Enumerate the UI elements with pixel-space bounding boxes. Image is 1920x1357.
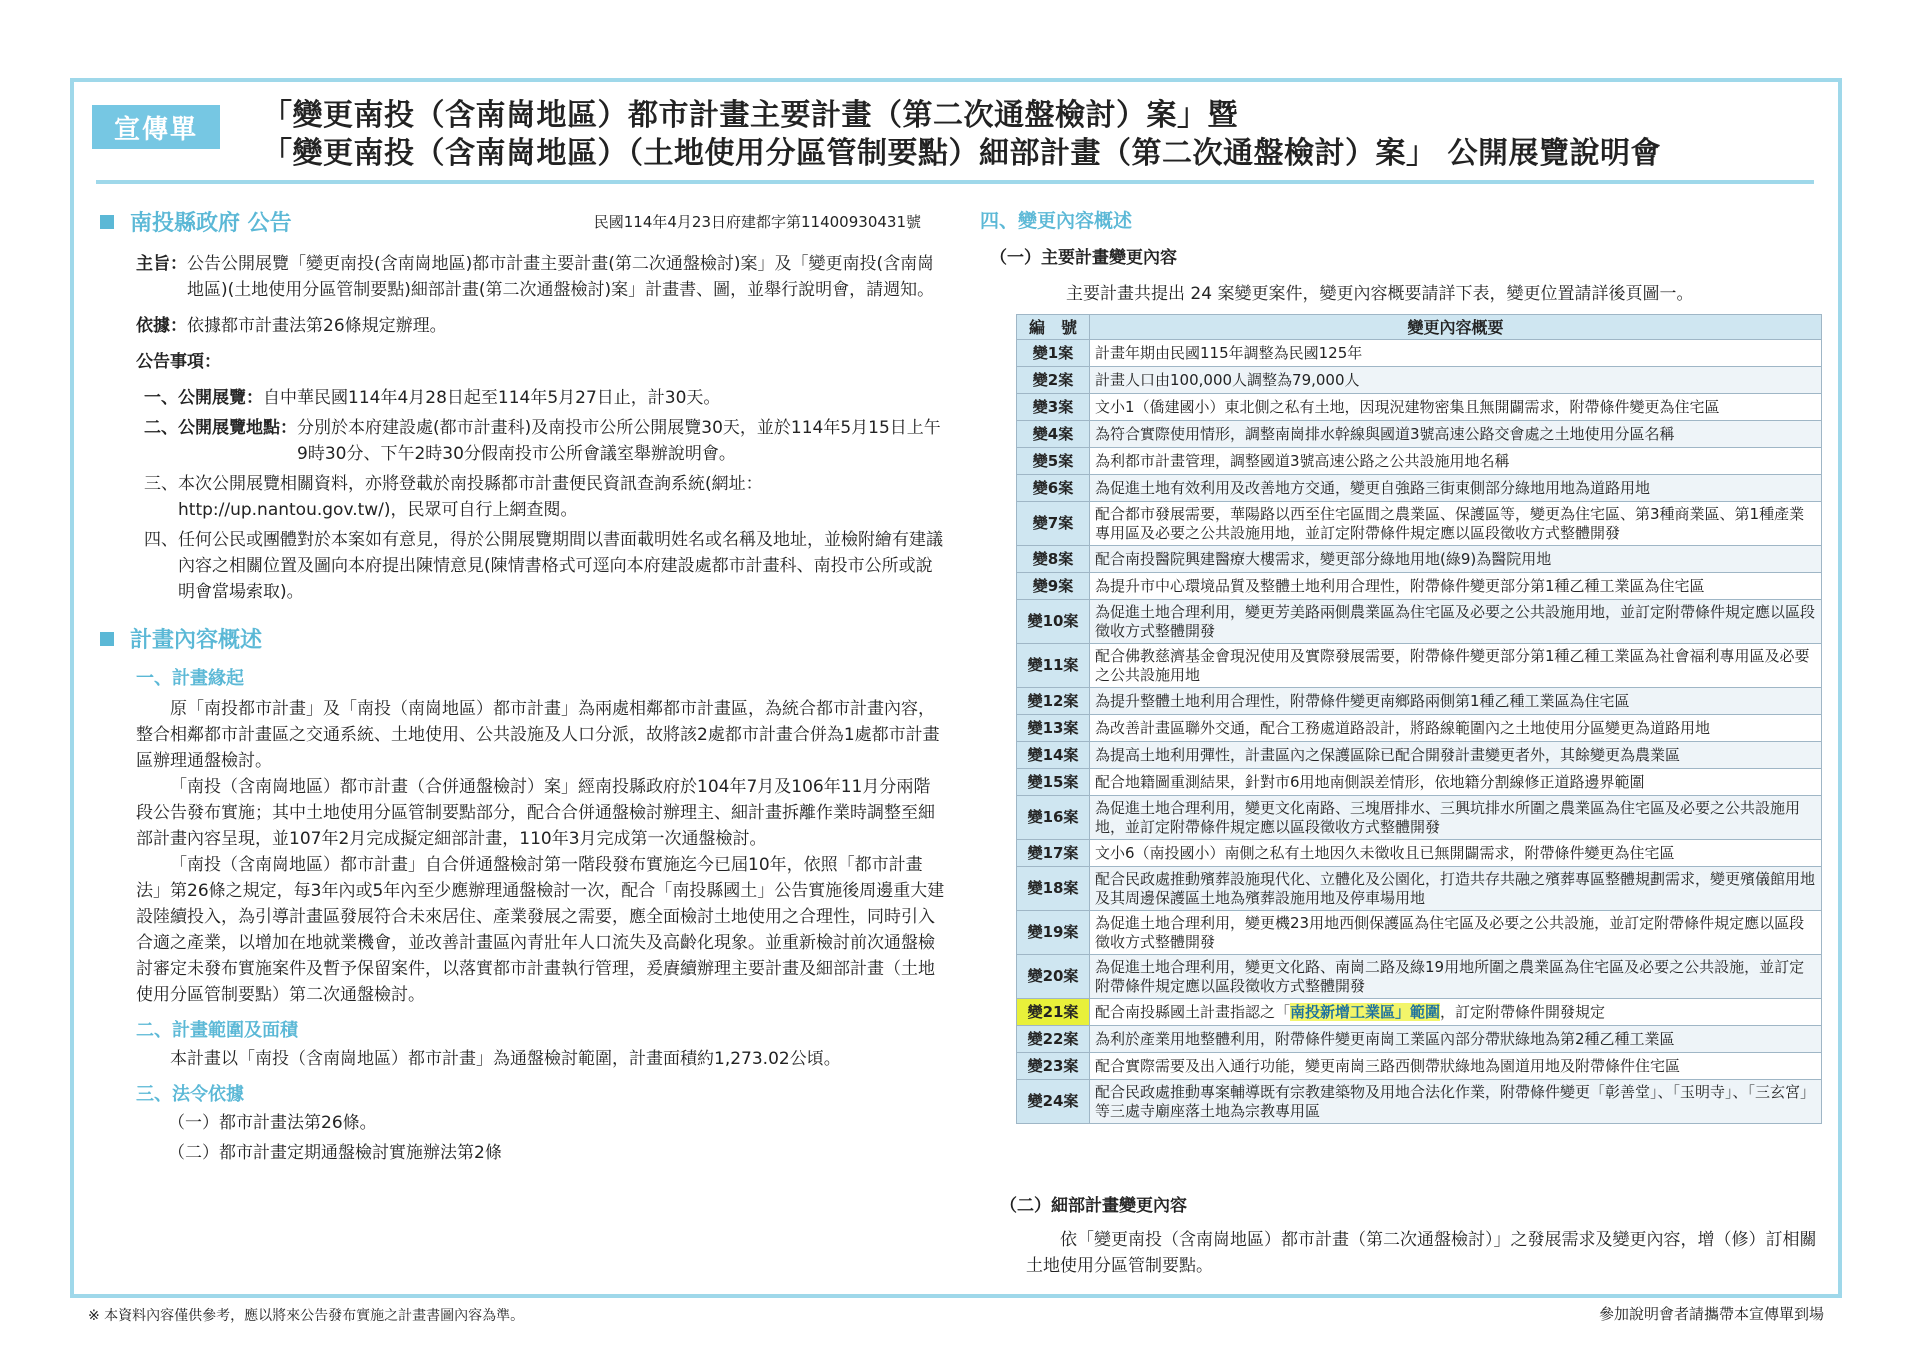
table-row	[1017, 573, 1822, 600]
table-row	[1017, 644, 1822, 688]
highlighted-phrase: 南投新增工業區」範圍	[1290, 1002, 1441, 1021]
flyer-tag: 宣傳單	[92, 105, 220, 149]
detail-plan-subheading: （二）細部計畫變更內容	[1000, 1196, 1187, 1216]
square-bullet-icon	[100, 632, 114, 646]
detail-plan-block	[1000, 1193, 1820, 1279]
table-row	[1017, 600, 1822, 644]
left-column	[100, 196, 945, 1166]
case-id: 變10案	[1017, 600, 1090, 644]
footer-disclaimer: ※ 本資料內容僅供參考，應以將來公告發布實施之計畫書圖內容為準。	[88, 1308, 525, 1324]
notice-heading-text: 南投縣政府 公告	[130, 211, 292, 236]
case-desc: 為提升整體土地利用合理性，附帶條件變更南鄉路兩側第1種乙種工業區為住宅區	[1090, 688, 1822, 715]
case-desc: 計畫人口由100,000人調整為79,000人	[1090, 367, 1822, 394]
section-scope-title: 二、計畫範圍及面積	[136, 1020, 298, 1041]
case-id: 變13案	[1017, 715, 1090, 742]
notice-item	[144, 527, 945, 605]
footer-note: 參加說明會者請攜帶本宣傳單到場	[1598, 1305, 1824, 1323]
case-id: 變22案	[1017, 1026, 1090, 1053]
case-id: 變15案	[1017, 769, 1090, 796]
table-row	[1017, 1080, 1822, 1124]
changes-heading: 四、變更內容概述	[980, 210, 1133, 232]
case-desc: 配合南投醫院興建醫療大樓需求，變更部分綠地用地(綠9)為醫院用地	[1090, 546, 1822, 573]
notice-item-label: 二、公開展覽地點：	[144, 418, 297, 438]
case-id: 變24案	[1017, 1080, 1090, 1124]
right-column	[980, 196, 1820, 307]
case-id: 變14案	[1017, 742, 1090, 769]
scope-paragraph: 本計畫以「南投（含南崗地區）都市計畫」為通盤檢討範圍，計畫面積約1,273.02公頃。	[170, 1049, 841, 1069]
subject-label: 主旨：	[136, 254, 187, 274]
section-origin-title: 一、計畫緣起	[136, 668, 244, 689]
table-row	[1017, 475, 1822, 502]
table-row	[1017, 394, 1822, 421]
table-row	[1017, 769, 1822, 796]
case-desc: 為促進土地合理利用，變更文化路、南崗二路及綠19用地所圍之農業區為住宅區及必要之公共設施，並訂定附帶條件規定應以區段徵收方式整體開發	[1090, 955, 1822, 999]
case-id: 變2案	[1017, 367, 1090, 394]
case-desc: 配合民政處推動專案輔導既有宗教建築物及用地合法化作業，附帶條件變更「彰善堂」、「玉明寺」、「三玄宮」等三處寺廟座落土地為宗教專用區	[1090, 1080, 1822, 1124]
table-header-row	[1017, 315, 1822, 340]
case-desc: 為改善計畫區聯外交通，配合工務處道路設計，將路線範圍內之土地使用分區變更為道路用地	[1090, 715, 1822, 742]
origin-paragraph-2: 「南投（含南崗地區）都市計畫（合併通盤檢討）案」經南投縣政府於104年7月及106年11月分兩階段公告發布實施；其中土地使用分區管制要點部分，配合合併通盤檢討辦理主、細計畫拆離作業時調整至細部計畫內容呈現，並107年2月完成擬定細部計畫，110年3月完成第一次通盤檢討。	[136, 777, 935, 849]
case-id: 變8案	[1017, 546, 1090, 573]
case-id: 變21案	[1017, 999, 1090, 1026]
case-id: 變18案	[1017, 867, 1090, 911]
case-id: 變7案	[1017, 502, 1090, 546]
changes-table	[1016, 314, 1822, 1124]
notice-item-label: 四、	[144, 530, 178, 550]
law-item: （二）都市計畫定期通盤檢討實施辦法第2條	[168, 1143, 502, 1163]
plan-heading-text: 計畫內容概述	[130, 628, 263, 653]
case-desc-pre: 配合南投縣國土計畫指認之「	[1095, 1002, 1291, 1021]
notice-item	[144, 415, 945, 467]
notice-item-text: 本次公開展覽相關資料，亦將登載於南投縣都市計畫便民資訊查詢系統(網址：http://up.nantou.gov.tw/)，民眾可自行上網查閱。	[178, 474, 763, 520]
table-row	[1017, 340, 1822, 367]
case-desc: 文小6（南投國小）南側之私有土地因久未徵收且已無開闢需求，附帶條件變更為住宅區	[1090, 840, 1822, 867]
case-desc: 配合民政處推動殯葬設施現代化、立體化及公園化，打造共存共融之殯葬專區整體規劃需求，變更殯儀館用地及其周邊保護區土地為殯葬設施用地及停車場用地	[1090, 867, 1822, 911]
square-bullet-icon	[100, 215, 114, 229]
column-header-desc: 變更內容概要	[1090, 315, 1822, 340]
case-id: 變5案	[1017, 448, 1090, 475]
table-row	[1017, 715, 1822, 742]
case-desc	[1090, 999, 1822, 1026]
title-line-1: 「變更南投（含南崗地區）都市計畫主要計畫（第二次通盤檢討）案」暨	[262, 98, 1238, 133]
notice-item-text: 任何公民或團體對於本案如有意見，得於公開展覽期間以書面載明姓名或名稱及地址，並檢附繪有建議內容之相關位置及圖向本府提出陳情意見(陳情書格式可逕向本府建設處都市計畫科、南投市公所或說明會當場索取)。	[178, 530, 943, 602]
case-desc: 配合佛教慈濟基金會現況使用及實際發展需要，附帶條件變更部分第1種乙種工業區為社會福利專用區及必要之公共設施用地	[1090, 644, 1822, 688]
case-id: 變12案	[1017, 688, 1090, 715]
case-desc: 為促進土地合理利用，變更機23用地西側保護區為住宅區及必要之公共設施，並訂定附帶條件規定應以區段徵收方式整體開發	[1090, 911, 1822, 955]
header-divider	[96, 180, 1814, 184]
case-desc: 為促進土地合理利用，變更文化南路、三塊厝排水、三興坑排水所圍之農業區為住宅區及必要之公共設施用地，並訂定附帶條件規定應以區段徵收方式整體開發	[1090, 796, 1822, 840]
table-row	[1017, 367, 1822, 394]
items-title: 公告事項：	[136, 352, 221, 372]
notice-item-label: 一、公開展覽：	[144, 388, 263, 408]
table-row	[1017, 502, 1822, 546]
table-row	[1017, 421, 1822, 448]
case-desc: 為符合實際使用情形，調整南崗排水幹線與國道3號高速公路交會處之土地使用分區名稱	[1090, 421, 1822, 448]
case-desc: 為利都市計畫管理，調整國道3號高速公路之公共設施用地名稱	[1090, 448, 1822, 475]
notice-reference: 民國114年4月23日府建都字第11400930431號	[593, 213, 921, 231]
table-row	[1017, 742, 1822, 769]
origin-paragraph-3: 「南投（含南崗地區）都市計畫」自合併通盤檢討第一階段發布實施迄今已屆10年，依照「都市計畫法」第26條之規定，每3年內或5年內至少應辦理通盤檢討一次，配合「南投縣國土」公告實施後周邊重大建設陸續投入，為引導計畫區發展符合未來居住、產業發展之需要，應全面檢討土地使用之合理性，同時引入合適之產業，以增加在地就業機會，並改善計畫區內青壯年人口流失及高齡化現象。並重新檢討前次通盤檢討審定未發布實施案件及暫予保留案件，以落實都市計畫執行管理，爰賡續辦理主要計畫及細部計畫（土地使用分區管制要點）第二次通盤檢討。	[136, 855, 945, 1005]
notice-item	[144, 385, 945, 411]
origin-paragraph-1: 原「南投都市計畫」及「南投（南崗地區）都市計畫」為兩處相鄰都市計畫區，為統合都市計畫內容，整合相鄰都市計畫區之交通系統、土地使用、公共設施及人口分派，故將該2處都市計畫合併為1處都市計畫區辦理通盤檢討。	[136, 699, 940, 771]
notice-item-text: 自中華民國114年4月28日起至114年5月27日止，計30天。	[263, 388, 721, 408]
case-desc: 為促進土地有效利用及改善地方交通，變更自強路三街東側部分綠地用地為道路用地	[1090, 475, 1822, 502]
table-row	[1017, 840, 1822, 867]
case-id: 變11案	[1017, 644, 1090, 688]
table-row	[1017, 796, 1822, 840]
table-row	[1017, 546, 1822, 573]
case-id: 變6案	[1017, 475, 1090, 502]
subject-text: 公告公開展覽「變更南投(含南崗地區)都市計畫主要計畫(第二次通盤檢討)案」及「變更南投(含南崗地區)(土地使用分區管制要點)細部計畫(第二次通盤檢討)案」計畫書、圖，並舉行說明會，請週知。	[187, 254, 935, 300]
notice-item	[144, 471, 945, 523]
case-id: 變3案	[1017, 394, 1090, 421]
table-row	[1017, 448, 1822, 475]
notice-header	[100, 206, 945, 237]
basis-label: 依據：	[136, 316, 187, 336]
table-row-highlighted	[1017, 999, 1822, 1026]
case-desc: 配合實際需要及出入通行功能，變更南崗三路西側帶狀綠地為園道用地及附帶條件住宅區	[1090, 1053, 1822, 1080]
case-id: 變20案	[1017, 955, 1090, 999]
case-desc: 配合都市發展需要，華陽路以西至住宅區間之農業區、保護區等，變更為住宅區、第3種商業區、第1種產業專用區及必要之公共設施用地，並訂定附帶條件規定應以區段徵收方式整體開發	[1090, 502, 1822, 546]
case-desc: 配合地籍圖重測結果，針對市6用地南側誤差情形，依地籍分割線修正道路邊界範圍	[1090, 769, 1822, 796]
plan-heading	[100, 623, 945, 654]
subject-row	[136, 251, 945, 303]
section-law-title: 三、法令依據	[136, 1084, 244, 1105]
main-plan-intro: 主要計畫共提出 24 案變更案件，變更內容概要請詳下表，變更位置請詳後頁圖一。	[1066, 284, 1694, 304]
table-row	[1017, 911, 1822, 955]
main-plan-subheading: （一）主要計畫變更內容	[990, 248, 1177, 268]
case-id: 變1案	[1017, 340, 1090, 367]
table-row	[1017, 867, 1822, 911]
table-row	[1017, 955, 1822, 999]
case-desc: 文小1（僑建國小）東北側之私有土地，因現況建物密集且無開闢需求，附帶條件變更為住宅區	[1090, 394, 1822, 421]
basis-row	[136, 313, 945, 339]
notice-body	[100, 251, 945, 605]
table-row	[1017, 688, 1822, 715]
notice-item-text: 分別於本府建設處(都市計畫科)及南投市公所公開展覽30天，並於114年5月15日上午9時30分、下午2時30分假南投市公所會議室舉辦說明會。	[297, 418, 941, 464]
case-id: 變16案	[1017, 796, 1090, 840]
plan-body	[100, 664, 945, 1166]
case-desc: 為提高土地利用彈性，計畫區內之保護區除已配合開發計畫變更者外，其餘變更為農業區	[1090, 742, 1822, 769]
table-row	[1017, 1026, 1822, 1053]
notice-item-label: 三、	[144, 474, 178, 494]
title-line-2: 「變更南投（含南崗地區）（土地使用分區管制要點）細部計畫（第二次通盤檢討）案」 公開展覽說明會	[262, 136, 1661, 171]
law-item: （一）都市計畫法第26條。	[168, 1113, 377, 1133]
case-desc: 為提升市中心環境品質及整體土地利用合理性，附帶條件變更部分第1種乙種工業區為住宅區	[1090, 573, 1822, 600]
notice-heading	[100, 206, 292, 237]
case-desc: 為利於產業用地整體利用，附帶條件變更南崗工業區內部分帶狀綠地為第2種乙種工業區	[1090, 1026, 1822, 1053]
notice-items	[136, 385, 945, 605]
case-id: 變19案	[1017, 911, 1090, 955]
detail-plan-paragraph: 依「變更南投（含南崗地區）都市計畫（第二次通盤檢討）」之發展需求及變更內容，增（修）訂相關土地使用分區管制要點。	[1026, 1230, 1817, 1276]
case-desc: 計畫年期由民國115年調整為民國125年	[1090, 340, 1822, 367]
table-row	[1017, 1053, 1822, 1080]
case-id: 變23案	[1017, 1053, 1090, 1080]
case-desc: 為促進土地合理利用，變更芳美路兩側農業區為住宅區及必要之公共設施用地，並訂定附帶條件規定應以區段徵收方式整體開發	[1090, 600, 1822, 644]
case-id: 變9案	[1017, 573, 1090, 600]
column-header-id: 編 號	[1017, 315, 1090, 340]
basis-text: 依據都市計畫法第26條規定辦理。	[187, 316, 447, 336]
case-id: 變4案	[1017, 421, 1090, 448]
case-id: 變17案	[1017, 840, 1090, 867]
case-desc-post: ，訂定附帶條件開發規定	[1440, 1002, 1606, 1021]
